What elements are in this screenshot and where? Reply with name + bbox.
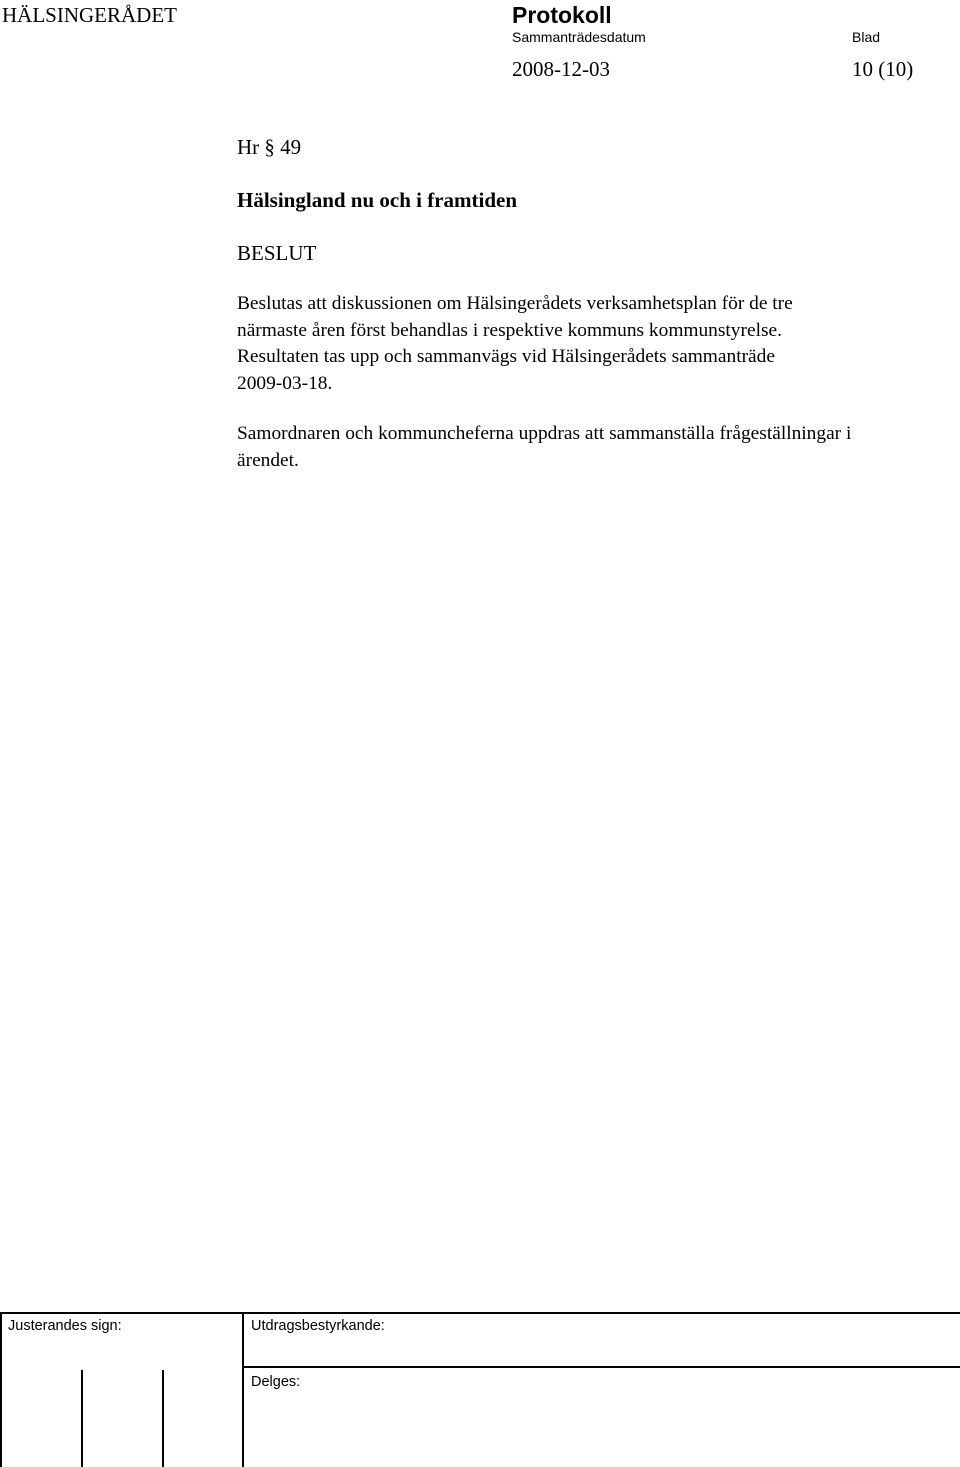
text-line: Beslutas att diskussionen om Hälsingerådets verksamhetsplan för de tre: [237, 293, 793, 314]
text-line: närmaste åren först behandlas i respektive kommuns kommunstyrelse.: [237, 319, 782, 341]
signature-cell-divider: [162, 1370, 164, 1467]
text-line: 2009-03-18.: [237, 372, 333, 394]
meeting-date-label: Sammanträdesdatum: [512, 29, 646, 45]
text-line: Samordnaren och kommuncheferna uppdras att sammanställa frågeställningar i: [237, 423, 852, 444]
paragraph-number: Hr § 49: [237, 135, 302, 159]
footer-left-border: [0, 1312, 2, 1467]
item-title: Hälsingland nu och i framtiden: [237, 188, 518, 212]
footer-middle-border: [243, 1366, 960, 1368]
adjuster-sign-label: Justerandes sign:: [8, 1318, 122, 1334]
signature-cell-divider: [81, 1370, 83, 1467]
signature-footer: [0, 1312, 960, 1467]
meeting-date-value: 2008-12-03: [512, 57, 610, 81]
page-label: Blad: [852, 29, 881, 45]
text-line: Resultaten tas upp och sammanvägs vid Hälsingerådets sammanträde: [237, 346, 775, 367]
footer-divider: [242, 1312, 244, 1467]
footer-top-border: [0, 1312, 960, 1314]
document-type: Protokoll: [512, 2, 612, 28]
decision-paragraph-1: [237, 291, 957, 397]
distribution-label: Delges:: [251, 1374, 301, 1390]
decision-paragraph-2: [237, 421, 957, 474]
extract-certifier-label: Utdragsbestyrkande:: [251, 1318, 385, 1334]
decision-heading: BESLUT: [237, 241, 317, 265]
organization-name: HÄLSINGERÅDET: [2, 3, 177, 27]
page-number-value: 10 (10): [852, 57, 914, 81]
text-line: ärendet.: [237, 449, 299, 471]
